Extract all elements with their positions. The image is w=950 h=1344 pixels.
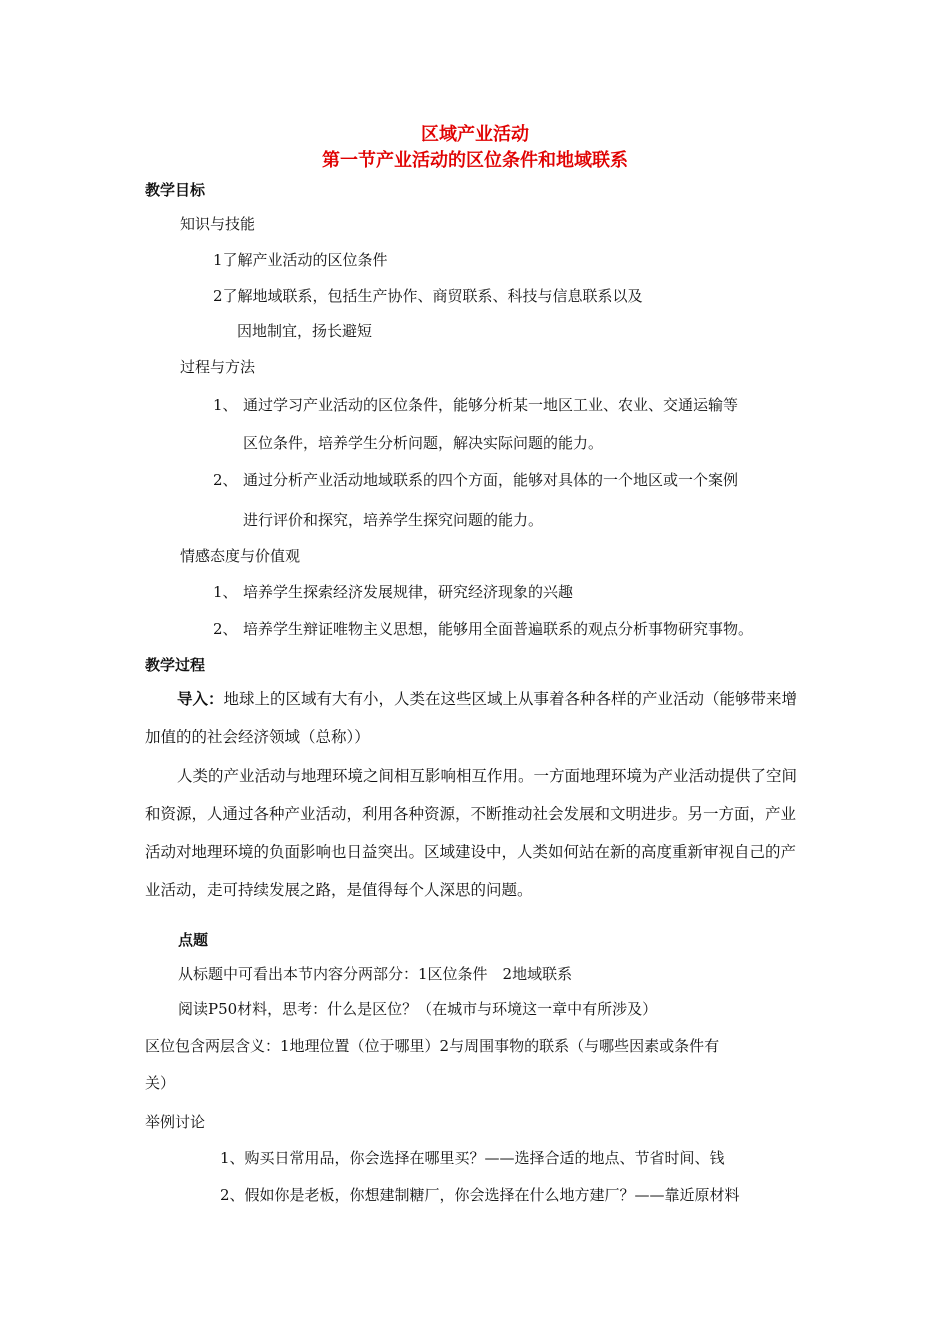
objectives-heading: 教学目标 — [145, 181, 206, 199]
point-line-2: 阅读P50材料，思考：什么是区位？（在城市与环境这一章中有所涉及） — [178, 1000, 658, 1018]
process-item-2: 通过分析产业活动地域联系的四个方面，能够对具体的一个地区或一个案例 — [243, 471, 739, 489]
knowledge-label: 知识与技能 — [180, 215, 256, 233]
point-line-1: 从标题中可看出本节内容分两部分：1区位条件 2地域联系 — [178, 965, 573, 983]
knowledge-item-2: 2了解地域联系，包括生产协作、商贸联系、科技与信息联系以及 — [213, 287, 643, 305]
process-method-label: 过程与方法 — [180, 358, 256, 376]
process-item-1-num: 1、 — [213, 396, 238, 414]
emotion-item-2-num: 2、 — [213, 620, 238, 638]
emotion-item-1-num: 1、 — [213, 583, 238, 601]
discuss-item-2: 2、假如你是老板，你想建制糖厂，你会选择在什么地方建厂？——靠近原材料 — [220, 1186, 740, 1204]
location-line-2: 关） — [145, 1074, 176, 1092]
location-line-1: 区位包含两层含义：1地理位置（位于哪里）2与周围事物的联系（与哪些因素或条件有 — [145, 1037, 720, 1055]
document-subtitle: 第一节产业活动的区位条件和地域联系 — [322, 150, 628, 171]
discuss-heading: 举例讨论 — [145, 1113, 206, 1131]
intro-text: 地球上的区域有大有小，人类在这些区域上从事着各种各样的产业活动（能够带来增加值的的社会经济领域（总称）） — [145, 690, 798, 746]
process-item-2-cont: 进行评价和探究，培养学生探究问题的能力。 — [243, 511, 544, 529]
process-item-1: 通过学习产业活动的区位条件，能够分析某一地区工业、农业、交通运输等 — [243, 396, 739, 414]
process-item-2-num: 2、 — [213, 471, 238, 489]
emotion-label: 情感态度与价值观 — [180, 547, 301, 565]
knowledge-item-2-cont: 因地制宜，扬长避短 — [237, 322, 373, 340]
intro-label: 导入： — [177, 690, 224, 708]
process-section-heading: 教学过程 — [145, 656, 206, 674]
body-paragraph: 人类的产业活动与地理环境之间相互影响相互作用。一方面地理环境为产业活动提供了空间和资源，人通过各种产业活动，利用各种资源，不断推动社会发展和文明进步。另一方面，产业活动对地理环境的负面影响也日益突出。区域建设中，人类如何站在新的高度重新审视自己的产业活动，走可持续发展之路，是值得每个人深思的问题。 — [145, 767, 798, 899]
intro-paragraph — [145, 680, 810, 756]
knowledge-item-1: 1了解产业活动的区位条件 — [213, 251, 388, 269]
emotion-item-2: 培养学生辩证唯物主义思想，能够用全面普遍联系的观点分析事物研究事物。 — [243, 620, 754, 638]
discuss-item-1: 1、购买日常用品，你会选择在哪里买？——选择合适的地点、节省时间、钱 — [220, 1149, 725, 1167]
point-heading: 点题 — [178, 931, 209, 949]
document-title: 区域产业活动 — [421, 124, 529, 145]
process-item-1-cont: 区位条件，培养学生分析问题，解决实际问题的能力。 — [243, 434, 604, 452]
emotion-item-1: 培养学生探索经济发展规律，研究经济现象的兴趣 — [243, 583, 574, 601]
